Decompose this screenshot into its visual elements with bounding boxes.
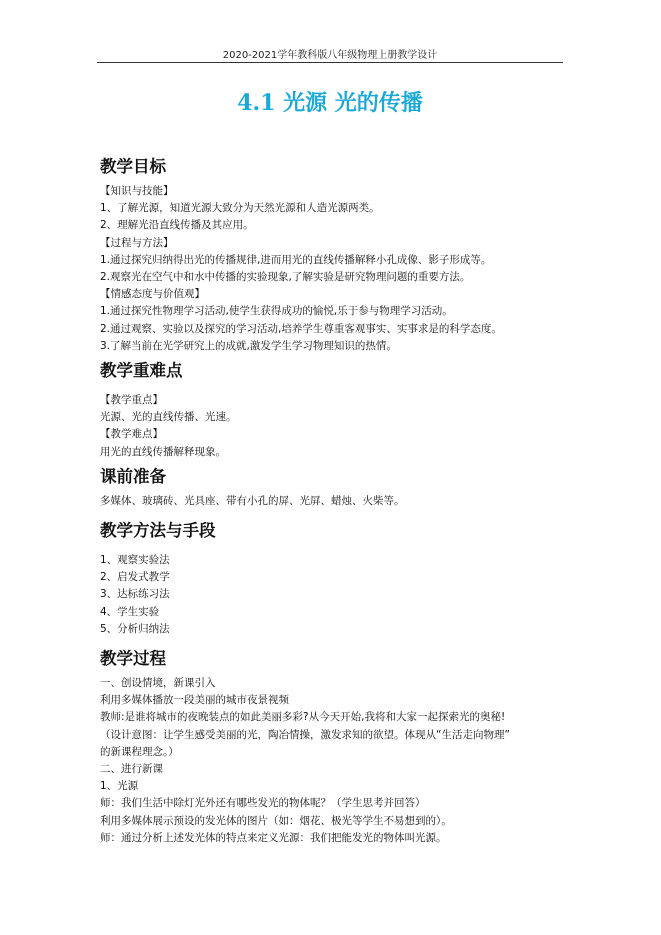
section-methods-lines	[100, 552, 570, 638]
document-title: 4.1 光源 光的传播	[237, 90, 423, 116]
text-line: 【教学重点】	[100, 394, 163, 407]
text-line: 师：通过分析上述发光体的特点来定义光源：我们把能发光的物体叫光源。	[100, 831, 447, 844]
document-body	[100, 154, 570, 847]
text-line: 师：我们生活中除灯光外还有哪些发光的物体呢？（学生思考并回答）	[100, 797, 426, 810]
text-line: 一、创设情境，新课引入	[100, 677, 216, 690]
text-line: 1.通过探究性物理学习活动,使学生获得成功的愉悦,乐于参与物理学习活动。	[100, 305, 453, 318]
section-goals-lines	[100, 183, 570, 355]
text-line: 1、光源	[100, 780, 139, 793]
text-line: 用光的直线传播解释现象。	[100, 445, 226, 458]
text-line: 教师:是谁将城市的夜晚装点的如此美丽多彩?从今天开始,我将和大家一起探索光的奥秘!	[100, 711, 506, 724]
section-title-goals: 教学目标	[100, 157, 166, 176]
text-line: 【知识与技能】	[100, 185, 174, 197]
text-line: 1、观察实验法	[100, 554, 170, 567]
text-line: 3、达标练习法	[100, 588, 170, 601]
text-line: 【教学难点】	[100, 428, 163, 441]
section-title-key-points: 教学重难点	[100, 361, 183, 381]
text-line: 二、进行新课	[100, 763, 163, 776]
section-key-points-lines	[100, 392, 570, 461]
text-line: （设计意图：让学生感受美丽的光，陶冶情操，激发求知的欲望。体现从“生活走向物理”	[100, 728, 510, 741]
section-preparation-lines	[100, 493, 570, 510]
text-line: 【过程与方法】	[100, 236, 174, 249]
text-line: 2.观察光在空气中和水中传播的实验现象,了解实验是研究物理问题的重要方法。	[100, 271, 471, 284]
text-line: 2.通过观察、实验以及探究的学习活动,培养学生尊重客观事实、实事求是的科学态度。	[100, 322, 502, 335]
text-line: 4、学生实验	[100, 605, 160, 618]
text-line: 光源、光的直线传播、光速。	[100, 411, 237, 424]
section-title-process: 教学过程	[100, 649, 166, 669]
text-line: 2、启发式教学	[100, 571, 170, 584]
text-line: 2、理解光沿直线传播及其应用。	[100, 219, 254, 232]
text-line: 【情感态度与价值观】	[100, 288, 205, 301]
header-divider	[97, 62, 563, 63]
text-line: 3.了解当前在光学研究上的成就,激发学生学习物理知识的热情。	[100, 339, 397, 352]
text-line: 1、了解光源，知道光源大致分为天然光源和人造光源两类。	[100, 202, 380, 215]
page-header: 2020-2021学年教科版八年级物理上册教学设计	[222, 50, 438, 61]
text-line: 1.通过探究归纳得出光的传播规律,进而用光的直线传播解释小孔成像、影子形成等。	[100, 253, 492, 266]
text-line: 利用多媒体展示预设的发光体的图片（如：烟花、极光等学生不易想到的）。	[100, 814, 452, 827]
text-line: 的新课程理念。）	[100, 745, 179, 758]
text-line: 5、分析归纳法	[100, 622, 170, 635]
section-title-preparation: 课前准备	[100, 466, 166, 486]
text-line: 利用多媒体播放一段美丽的城市夜景视频	[100, 694, 289, 707]
section-title-methods: 教学方法与手段	[100, 521, 216, 541]
section-process-lines	[100, 675, 570, 847]
text-line: 多媒体、玻璃砖、光具座、带有小孔的屏、光屏、蜡烛、火柴等。	[100, 494, 405, 507]
